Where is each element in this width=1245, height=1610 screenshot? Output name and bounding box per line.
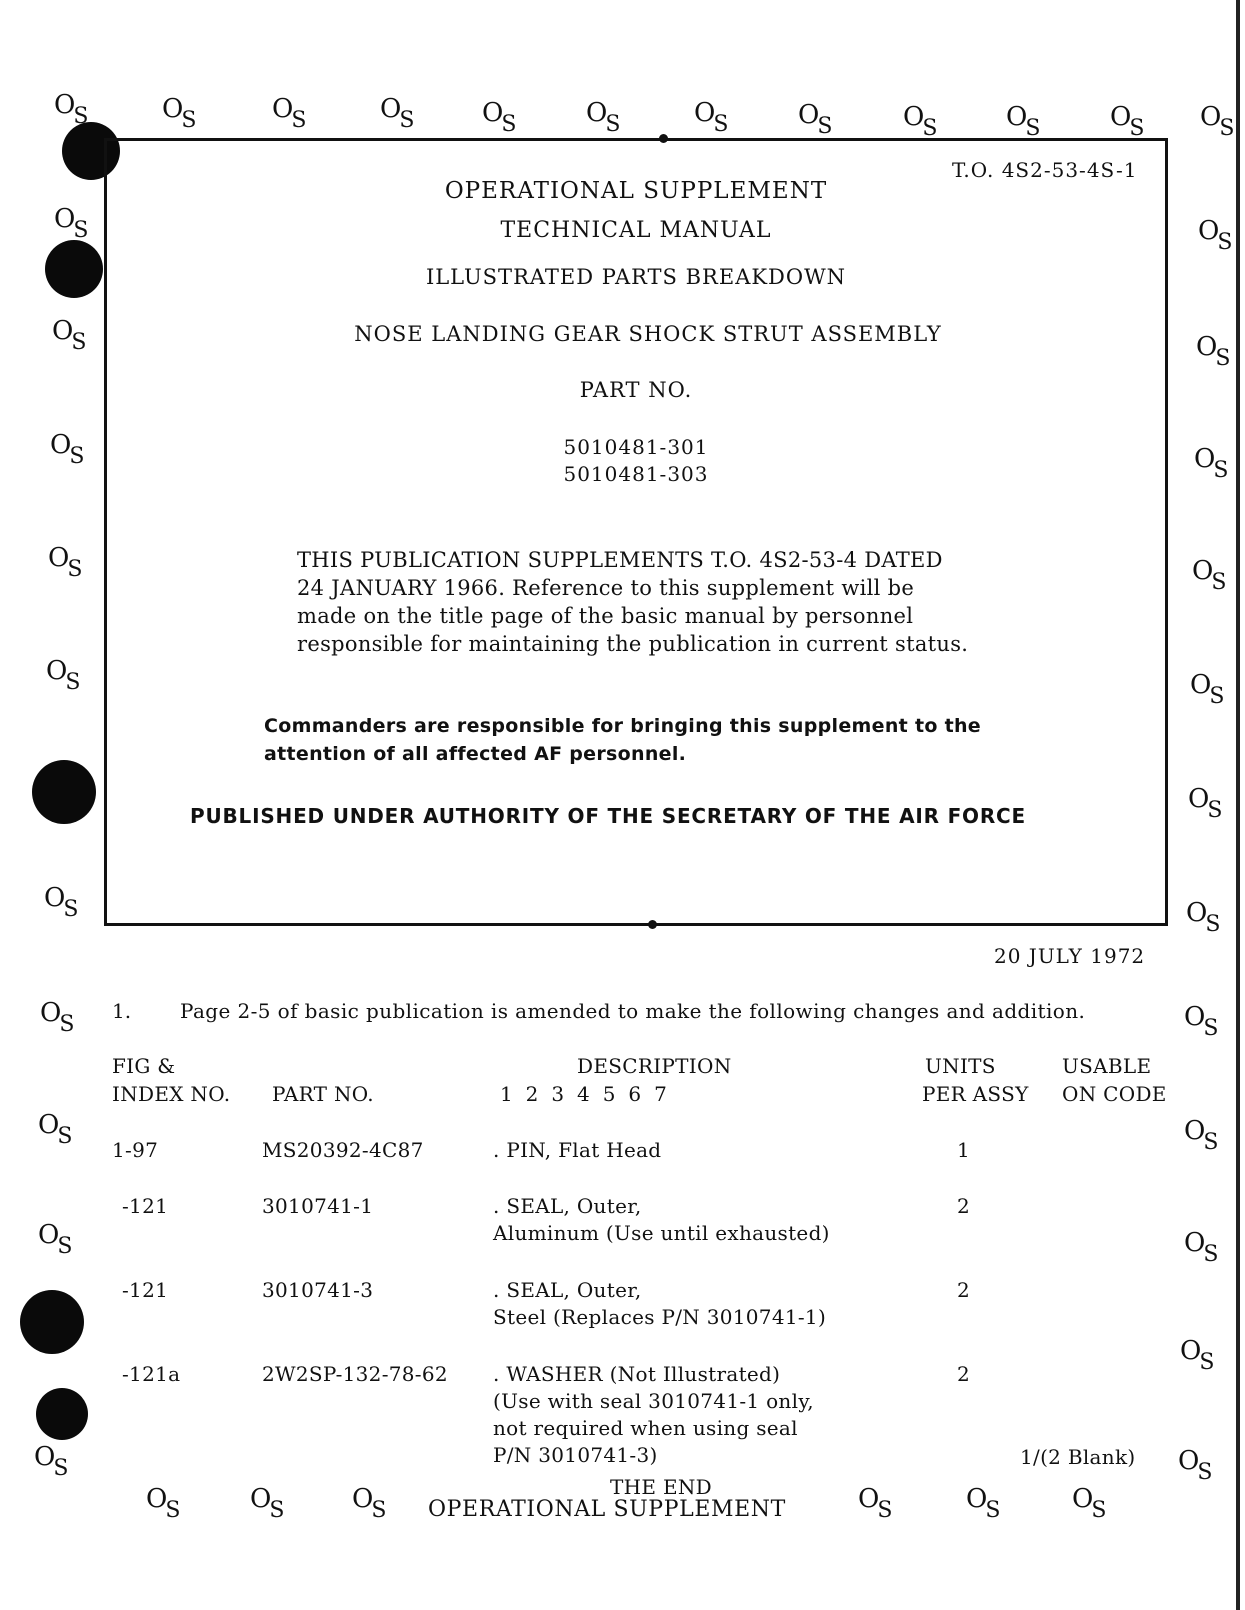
os-mark: $O_S$ (1190, 670, 1225, 709)
header-part-no: PART NO. (272, 1082, 374, 1106)
to-number: T.O. 4S2-53-4S-1 (952, 158, 1138, 182)
row-part: MS20392-4C87 (262, 1138, 424, 1162)
header-per-assy: PER ASSY (922, 1082, 1029, 1106)
row-part: 3010741-1 (262, 1194, 374, 1218)
os-mark: $O_S$ (48, 543, 83, 582)
os-mark: $O_S$ (1196, 332, 1231, 371)
os-mark: $O_S$ (146, 1484, 181, 1523)
os-mark: $O_S$ (50, 430, 85, 469)
part-no-label: PART NO. (579, 378, 693, 402)
header-units: UNITS (925, 1054, 996, 1078)
os-mark: $O_S$ (1184, 1116, 1219, 1155)
assembly-name: NOSE LANDING GEAR SHOCK STRUT ASSEMBLY (354, 322, 942, 346)
os-mark: $O_S$ (482, 98, 517, 137)
paragraph-line: THIS PUBLICATION SUPPLEMENTS T.O. 4S2-53-4 DATED (297, 548, 943, 572)
os-mark: $O_S$ (380, 94, 415, 133)
os-mark: $O_S$ (250, 1484, 285, 1523)
document-subtitle: TECHNICAL MANUAL (500, 218, 772, 243)
punch-hole (20, 1290, 84, 1354)
os-mark: $O_S$ (272, 94, 307, 133)
os-mark: $O_S$ (694, 98, 729, 137)
os-mark: $O_S$ (1178, 1446, 1213, 1485)
authority-statement: PUBLISHED UNDER AUTHORITY OF THE SECRETARY OF THE AIR FORCE (190, 804, 1026, 828)
paragraph-line: attention of all affected AF personnel. (264, 743, 687, 765)
os-mark: $O_S$ (46, 656, 81, 695)
os-mark: $O_S$ (798, 100, 833, 139)
row-desc: Aluminum (Use until exhausted) (493, 1221, 830, 1245)
header-usable: USABLE (1062, 1054, 1152, 1078)
footer-title: OPERATIONAL SUPPLEMENT (428, 1497, 786, 1522)
os-mark: $O_S$ (1194, 444, 1229, 483)
os-mark: $O_S$ (352, 1484, 387, 1523)
os-mark: $O_S$ (1192, 556, 1227, 595)
os-mark: $O_S$ (54, 204, 89, 243)
header-index: INDEX NO. (112, 1082, 231, 1106)
punch-hole (32, 760, 96, 824)
punch-hole (45, 240, 103, 298)
os-mark: $O_S$ (966, 1484, 1001, 1523)
header-on-code: ON CODE (1062, 1082, 1167, 1106)
row-desc: . SEAL, Outer, (493, 1278, 642, 1302)
row-units: 1 (957, 1138, 971, 1162)
os-mark: $O_S$ (38, 1220, 73, 1259)
os-mark: $O_S$ (44, 883, 79, 922)
item-number: 1. (112, 999, 132, 1023)
os-mark: $O_S$ (1200, 102, 1235, 141)
the-end: THE END (610, 1475, 712, 1499)
os-mark: $O_S$ (903, 102, 938, 141)
row-index: -121 (122, 1194, 169, 1218)
os-mark: $O_S$ (40, 998, 75, 1037)
item-text: Page 2-5 of basic publication is amended to make the following changes and addition. (180, 999, 1086, 1023)
paragraph-line: made on the title page of the basic manual by personnel (297, 604, 914, 628)
os-mark: $O_S$ (1188, 784, 1223, 823)
header-description-levels: 1 2 3 4 5 6 7 (500, 1082, 668, 1106)
row-index: -121a (122, 1362, 181, 1386)
os-mark: $O_S$ (858, 1484, 893, 1523)
paragraph-line: 24 JANUARY 1966. Reference to this supplement will be (297, 576, 915, 600)
document-title: OPERATIONAL SUPPLEMENT (444, 178, 828, 204)
paragraph-line: Commanders are responsible for bringing this supplement to the (264, 715, 981, 737)
os-mark: $O_S$ (1186, 898, 1221, 937)
row-units: 2 (957, 1278, 971, 1302)
part-number: 5010481-303 (563, 462, 709, 486)
page-number: 1/(2 Blank) (1020, 1445, 1136, 1469)
os-mark: $O_S$ (34, 1442, 69, 1481)
page-edge-rule (1236, 0, 1240, 1610)
row-desc: Steel (Replaces P/N 3010741-1) (493, 1305, 827, 1329)
row-part: 3010741-3 (262, 1278, 374, 1302)
os-mark: $O_S$ (1110, 102, 1145, 141)
row-desc: P/N 3010741-3) (493, 1443, 658, 1467)
os-mark: $O_S$ (1006, 102, 1041, 141)
row-desc: . WASHER (Not Illustrated) (493, 1362, 781, 1386)
os-mark: $O_S$ (1180, 1336, 1215, 1375)
punch-hole (36, 1388, 88, 1440)
paragraph-line: responsible for maintaining the publication in current status. (297, 632, 969, 656)
os-mark: $O_S$ (1198, 216, 1233, 255)
row-desc: not required when using seal (493, 1416, 798, 1440)
os-mark: $O_S$ (1184, 1002, 1219, 1041)
row-index: -121 (122, 1278, 169, 1302)
row-units: 2 (957, 1362, 971, 1386)
row-part: 2W2SP-132-78-62 (262, 1362, 448, 1386)
os-mark: $O_S$ (1072, 1484, 1107, 1523)
row-desc: (Use with seal 3010741-1 only, (493, 1389, 814, 1413)
os-mark: $O_S$ (54, 90, 89, 129)
row-desc: . PIN, Flat Head (493, 1138, 662, 1162)
os-mark: $O_S$ (52, 316, 87, 355)
os-mark: $O_S$ (1184, 1228, 1219, 1267)
part-number: 5010481-301 (563, 435, 709, 459)
header-description: DESCRIPTION (577, 1054, 732, 1078)
publication-date: 20 JULY 1972 (994, 944, 1146, 968)
manual-type: ILLUSTRATED PARTS BREAKDOWN (425, 265, 847, 289)
frame-center-mark (648, 920, 657, 929)
row-index: 1-97 (112, 1138, 159, 1162)
header-fig: FIG & (112, 1054, 176, 1078)
supplement-paragraph (297, 546, 1057, 658)
commanders-paragraph (264, 712, 1054, 768)
os-mark: $O_S$ (586, 98, 621, 137)
os-mark: $O_S$ (162, 94, 197, 133)
row-units: 2 (957, 1194, 971, 1218)
row-desc: . SEAL, Outer, (493, 1194, 642, 1218)
frame-center-mark (659, 134, 668, 143)
os-mark: $O_S$ (38, 1110, 73, 1149)
